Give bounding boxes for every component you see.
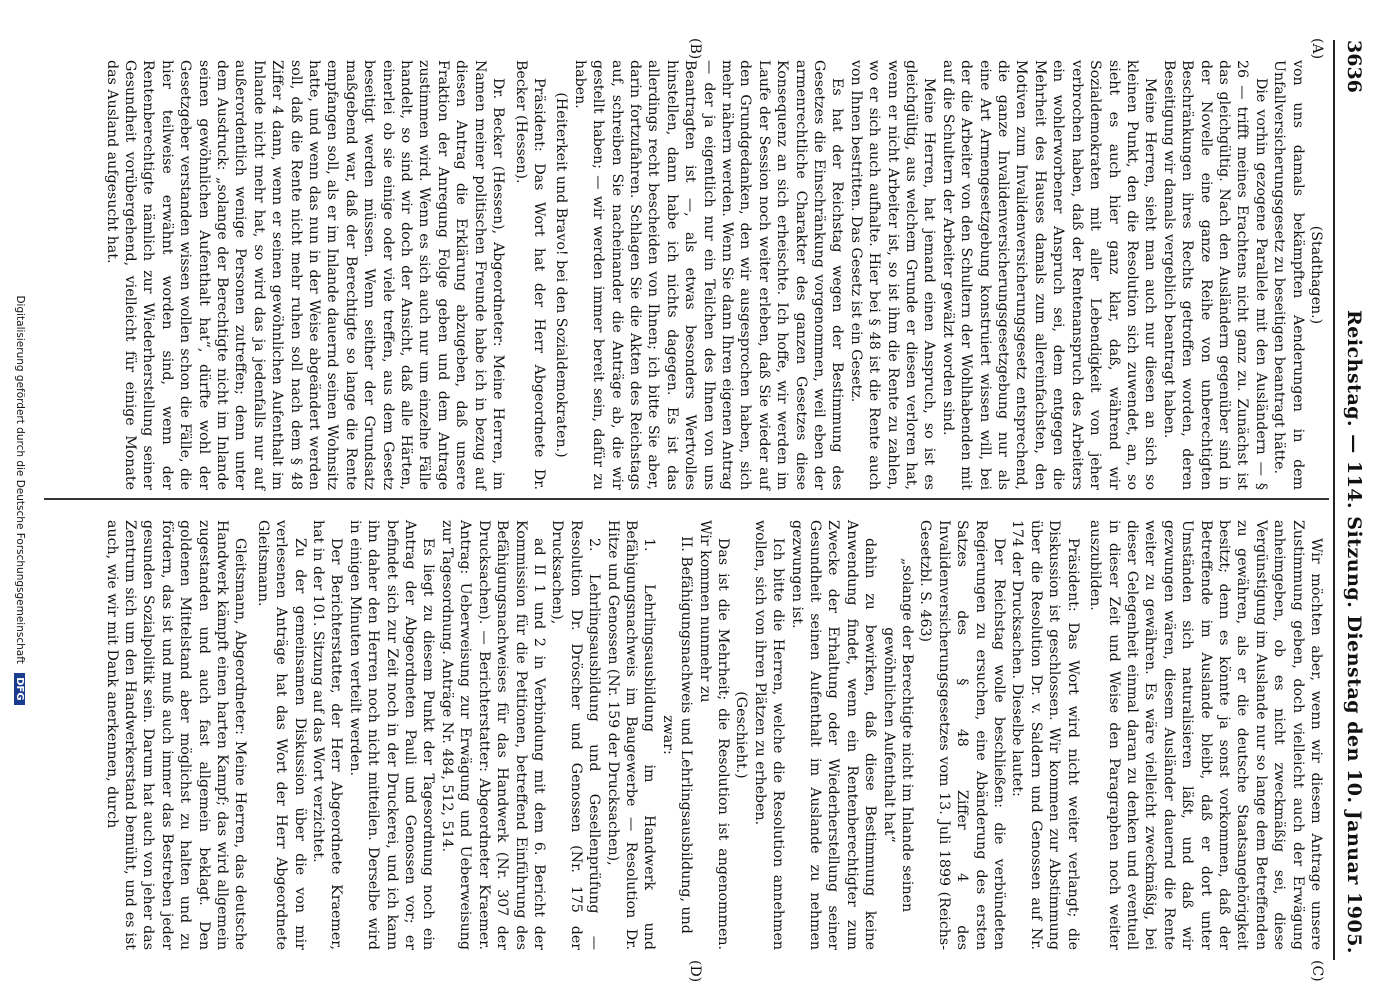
president-statement: Präsident: Das Wort wird nicht weiter verlangt; die Diskussion ist geschlossen. Wir kommen zur Abstimmung über die Resolution Dr. v. Saldern und Genossen auf Nr. 174 der Drucksachen. Dieselbe lautet: xyxy=(1009,520,1081,950)
agenda-item: 2. Lehrlingsausbildung und Gesellenprüfung — Resolution Dr. Dröscher und Genossen (Nr. 175 der Drucksachen), xyxy=(549,520,603,950)
applause-note: (Heiterkeit und Bravo! bei den Sozialdemokraten.) xyxy=(553,92,570,458)
margin-letter-a: (A) xyxy=(1309,38,1325,60)
paragraph: Es liegt zu diesem Punkt der Tagesordnung noch ein Antrag der Abgeordneten Pauli und Genossen vor; er befindet sich zur Zeit noch in der Druckerei, und ich kann ihn daher den Herren noch nicht mitteilen. Derselbe wird in einigen Minuten verteilt werden. xyxy=(346,520,437,950)
quoted-clause: „solange der Berechtigte nicht im Inlande seinen gewöhnlichen Aufenthalt hat“ xyxy=(880,557,916,913)
paragraph: von uns damals bekämpften Aenderungen in dem Unfallversicherungsgesetz zu beseitigen beantragt hätte. xyxy=(1271,60,1306,490)
agenda-item: 1. Lehrlingsausbildung im Handwerk und Befähigungsnachweis im Baugewerbe — Resolution Dr. Hitze und Genossen (Nr. 159 der Drucksachen), xyxy=(604,520,658,950)
digitization-footer xyxy=(14,0,26,1000)
paragraph: Ich bitte die Herren, welche die Resolution annehmen wollen, sich von ihren Plätzen zu erheben. xyxy=(751,520,787,950)
president-statement: Präsident: Das Wort hat der Herr Abgeordnete Dr. Becker (Hessen). xyxy=(512,60,547,490)
speaker-tag: (Stadthagen.) xyxy=(1308,225,1324,325)
margin-letter-d: (D) xyxy=(687,960,703,983)
paragraph: Es hat der Reichstag wegen der Bestimmung des Gesetzes die Einschränkung vorgenommen, weil eben der armenrechtliche Charakter des ganzen Gesetzes diese Konsequenz an sich erheischte. Ich hoffe, wir werden im Laufe der Session noch weiter erleben, daß Sie wieder auf den Grundgedanken, den wir ausgesprochen haben, sich mehr nähern werden. Wenn Sie dann Ihren eigenen Antrag — der ja eigentlich nur ein Teilchen des Ihnen von uns Beantragten ist —, als etwas besonders Wertvolles hinstellen, dann habe ich nichts dagegen. Es ist das allerdings recht bescheiden von Ihnen; ich bitte Sie aber, darin fortzufahren. Schlagen Sie die Akten des Reichstags auf, schreiben Sie nacheinander die Anträge ab, die wir gestellt haben; — wir werden immer bereit sein, dafür zu haben. xyxy=(571,60,846,490)
paragraph: Die vorhin gezogene Parallele mit den Ausländern — § 26 — trifft meines Erachtens nicht ganz zu. Zunächst ist das gleichgültig. Nach den Ausländern gegenüber sind in der Novelle eine ganze Reihe von unberechtigten Beschränkungen ihres Rechts getroffen worden, deren Beseitigung wir damals vergeblich beantragt haben. xyxy=(1160,60,1269,490)
margin-letter-c: (C) xyxy=(1309,960,1325,982)
left-column xyxy=(102,60,1325,490)
speech-becker: Dr. Becker (Hessen), Abgeordneter: Meine Herren, im Namen meiner politischen Freunde habe ich in bezug auf diesen Antrag die Erklärung abzugeben, daß unsere Fraktion der Anregung Folge geben und dem Antrage zustimmen wird. Wenn es sich auch nur um einzelne Fälle handelt, so sind wir doch der Ansicht, daß alle Härten, einerlei ob sie einige oder viele treffen, aus dem Gesetz beseitigt werden müssen. Wenn seither der Grundsatz maßgebend war, daß der Berechtigte so lange die Rente empfangen soll, als er im Inlande dauernd seinen Wohnsitz hatte, und wenn das nun in der Weise abgeändert werden soll, daß die Rente nicht mehr ruhen soll nach dem § 48 Ziffer 4 dann, wenn er seinen gewöhnlichen Aufenthalt im Inlande nicht mehr hat, so wird das ja jedenfalls nur auf außerordentlich wenige Personen zutreffen; denn unter dem Ausdruck: „solange der Berechtigte nicht im Inlande seinen gewöhnlichen Aufenthalt hat“, dürfte wohl der Gesetzgeber verstanden wissen wollen schon die Fälle, die hier teilweise erwähnt worden sind, wenn der Rentenberechtigte nämlich zur Wiederherstellung seiner Gesundheit vorübergehend, vielleicht für einige Monate das Ausland aufgesucht hat. xyxy=(103,60,507,490)
action-note: (Geschieht.) xyxy=(733,691,750,779)
paragraph: Meine Herren, hat jemand einen Anspruch, so ist es gleichgültig, aus welchem Grunde er diesen verloren hat, wenn er nicht Arbeiter ist, so ist ihm die Rente zu zahlen, wo er sich auch aufhalte. Hier bei § 48 ist die Rente auch von Ihnen bestritten. Das Gesetz ist ein Gesetz. xyxy=(847,60,938,490)
paragraph: Wir möchten aber, wenn wir diesem Antrage unsere Zustimmung geben, doch vielleicht auch der Erwägung anheimgeben, ob es nicht zweckmäßig sei, diese Vergünstigung im Auslande nur so lange dem Betreffenden zu gewähren, als er die deutsche Staatsangehörigkeit besitzt; denn es könnte ja sonst vorkommen, daß der Betreffende im Auslande bleibt, daß er dort unter Umständen sich naturalisieren läßt, und daß wir gezwungen wären, diesem Ausländer dauernd die Rente weiter zu gewähren. Es wäre vielleicht zweckmäßig, bei dieser Gelegenheit einmal daran zu denken und eventuell in dieser Zeit und Weise den Paragraphen noch weiter auszubilden. xyxy=(1087,520,1324,950)
running-title: Reichstag. — 114. Sitzung. Dienstag den 10. Januar 1905. xyxy=(1343,310,1365,955)
footer-text: Digitalisierung gefördert durch die Deutsche Forschungsgemeinschaft xyxy=(14,295,26,664)
dfg-logo: DFG xyxy=(14,673,25,704)
paragraph: Meine Herren, sieht man auch nur diesen an sich so kleinen Punkt, den die Resolution sich zuwendet, an, so sieht es auch hier ganz klar, daß, während wir Sozialdemokraten mit aller Lebendigkeit von jeher verbrochen haben, daß der Rentenanspruch des Arbeiters ein wohlerworbener Anspruch sei, dem entgegen die Mehrheit des Hauses damals zum allereinfachsten, den Motiven zum Invalidenversicherungsgesetz entsprechend, die ganze Invalidenversicherungsgesetzgebung nur als eine Art Armengesetzgebung konstruiert wissen will, bei der die Arbeiter von den Schultern der Wohlhabenden mit auf die Schultern der Arbeiter gewälzt worden sind. xyxy=(939,60,1159,490)
paragraph: Der Berichterstatter, der Herr Abgeordnete Kraemer, hat in der 101. Sitzung auf das Wort verzichtet. xyxy=(310,520,345,950)
page-header xyxy=(1335,40,1365,960)
paragraph: Das ist die Mehrheit; die Resolution ist angenommen. Wir kommen nunmehr zu xyxy=(696,520,731,950)
page-number: 3636 xyxy=(1343,40,1365,93)
paragraph: Zu der gemeinsamen Diskussion über die von mir verlesenen Anträge hat das Wort der Herr Abgeordnete Gleitsmann. xyxy=(254,520,308,950)
speech-gleitsmann: Gleitsmann, Abgeordneter: Meine Herren, das deutsche Handwerk kämpft einen harten Kampf; das wird allgemein zugestanden und auch fast allgemein beklagt. Den goldenen Mittelstand aber möglichst zu halten und zu fördern, das ist und muß auch immer das Bestreben jeder gesunden Sozialpolitik sein. Darum hat auch von jeher das Zentrum sich um den Handwerkerstand bemüht, und es ist auch, wie wir mit Dank anerkennen, durch xyxy=(103,520,249,950)
resolution-text: Der Reichstag wolle beschließen: die verbündeten Regierungen zu ersuchen, eine Abänderung des ersten Satzes des § 48 Ziffer 4 des Invalidenversicherungsgesetzes vom 13. Juli 1899 (Reichs-Gesetzbl. S. 463) xyxy=(917,520,1008,950)
resolution-text: dahin zu bewirken, daß diese Bestimmung keine Anwendung findet, wenn ein Rentenberechtigter zum Zwecke der Erhaltung oder Wiederherstellung seiner Gesundheit seinen Aufenthalt im Auslande zu nehmen gezwungen ist. xyxy=(788,520,879,950)
column-divider xyxy=(44,498,1329,500)
agenda-item: ad II 1 und 2 in Verbindung mit dem 6. Bericht der Kommission für die Petitionen, betreffend Einführung des Befähigungsnachweises für das Handwerk (Nr. 307 der Drucksachen). — Berichterstatter: Abgeordneter Kraemer. Antrag: Ueberweisung zur Erwägung und Ueberweisung zur Tagesordnung. Anträge Nr. 484, 512, 514. xyxy=(438,520,547,950)
agenda-heading: II. Befähigungsnachweis und Lehrlingsausbildung, und zwar: xyxy=(659,536,695,934)
right-column xyxy=(102,520,1325,950)
margin-letter-b: (B) xyxy=(687,38,703,60)
header-rule xyxy=(1333,40,1335,960)
